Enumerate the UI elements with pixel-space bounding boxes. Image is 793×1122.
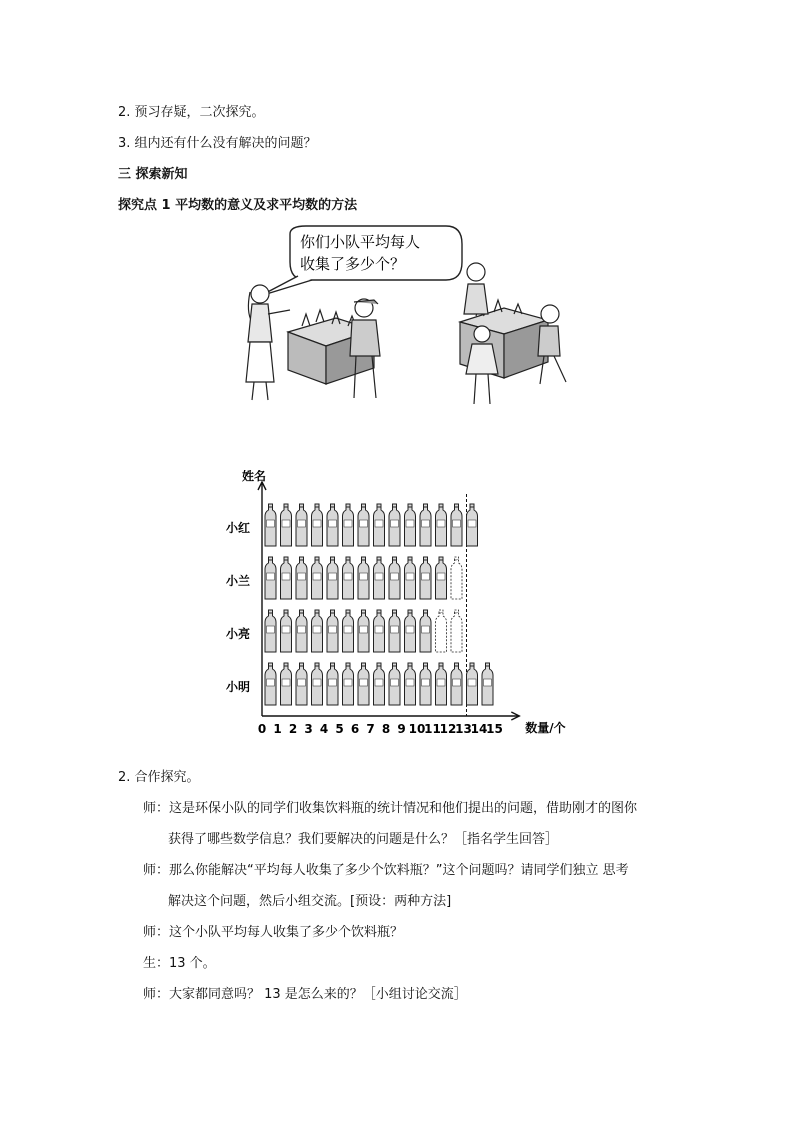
bottle-label-band	[375, 626, 383, 633]
topic-heading: 探究点 1 平均数的意义及求平均数的方法	[118, 198, 358, 213]
bottle-label-band	[406, 679, 414, 686]
missing-bottle-mark	[451, 557, 462, 599]
section-heading: 三 探索新知	[118, 167, 188, 182]
bottle-label-band	[329, 679, 337, 686]
x-tick-label: 3	[304, 722, 313, 736]
bottle-label-band	[360, 679, 368, 686]
bottle-label-band	[453, 679, 461, 686]
bottle-label-band	[313, 626, 321, 633]
bubble-line-1: 你们小队平均每人	[300, 233, 421, 251]
bottle-label-band	[282, 679, 290, 686]
x-tick-label: 1	[273, 722, 282, 736]
bottle-label-band	[437, 573, 445, 580]
bottle-label-band	[391, 520, 399, 527]
bottle-label-band	[344, 626, 352, 633]
bottle-label-band	[453, 520, 461, 527]
row-label: 小兰	[226, 574, 251, 588]
bottle-label-band	[344, 573, 352, 580]
row-label: 小明	[226, 680, 251, 694]
bottle-label-band	[360, 573, 368, 580]
student-answer: 生：13 个。	[143, 956, 216, 971]
x-tick-label: 8	[381, 722, 391, 736]
x-tick-label: 11	[424, 722, 441, 736]
speech-bubble	[260, 226, 462, 296]
bottle-label-band	[406, 626, 414, 633]
bottle-label-band	[329, 573, 337, 580]
boy-figure	[350, 299, 380, 398]
x-tick-label: 0	[257, 722, 267, 736]
bottle-label-band	[267, 679, 275, 686]
x-tick-label: 12	[439, 722, 457, 736]
x-tick-label: 6	[350, 722, 360, 736]
y-axis-label: 姓名	[242, 470, 267, 483]
x-tick-label: 4	[319, 722, 329, 736]
x-tick-label: 5	[335, 722, 344, 736]
teacher-figure	[246, 285, 290, 400]
bottle-label-band	[391, 626, 399, 633]
teacher-line-2: 师：那么你能解决“平均每人收集了多少个饮料瓶？”这个问题吗？请同学们独立 思考	[143, 863, 629, 878]
bottle-label-band	[360, 626, 368, 633]
bottle-label-band	[406, 520, 414, 527]
bottle-label-band	[391, 573, 399, 580]
teacher-line-4: 师：大家都同意吗？ 13 是怎么来的？［小组讨论交流］	[143, 987, 467, 1002]
bottle-label-band	[282, 520, 290, 527]
bottle-label-band	[391, 679, 399, 686]
x-axis-label: 数量/个	[525, 721, 566, 735]
bottle-label-band	[344, 679, 352, 686]
classroom-illustration	[232, 222, 592, 412]
bottle-label-band	[282, 573, 290, 580]
bottle-label-band	[298, 679, 306, 686]
bottle-label-band	[267, 626, 275, 633]
x-tick-label: 14	[470, 722, 488, 736]
bottle-label-band	[313, 520, 321, 527]
bottle-label-band	[375, 520, 383, 527]
x-tick-label: 9	[397, 722, 406, 736]
step-coop-text: 2. 合作探究。	[118, 770, 200, 785]
child-figure	[538, 305, 566, 384]
bottle-label-band	[406, 573, 414, 580]
bottle-label-band	[282, 626, 290, 633]
step-2-text: 2. 预习存疑，二次探究。	[118, 105, 265, 120]
bottle-label-band	[468, 520, 476, 527]
bottle-label-band	[437, 679, 445, 686]
missing-bottle-mark	[451, 610, 462, 652]
teacher-line-1: 师：这是环保小队的同学们收集饮料瓶的统计情况和他们提出的问题，借助刚才的图你	[143, 801, 638, 816]
teacher-line-1b: 获得了哪些数学信息？我们要解决的问题是什么？［指名学生回答］	[168, 832, 559, 847]
bottle-label-band	[375, 573, 383, 580]
bottle-label-band	[313, 573, 321, 580]
bottle-label-band	[313, 679, 321, 686]
x-tick-label: 7	[366, 722, 375, 736]
bottle-label-band	[422, 626, 430, 633]
row-label: 小亮	[226, 627, 251, 641]
bottle-label-band	[267, 520, 275, 527]
bottle-label-band	[468, 679, 476, 686]
bottle-label-band	[298, 573, 306, 580]
teacher-line-2b: 解决这个问题，然后小组交流。[预设：两种方法]	[168, 894, 452, 909]
bottle-label-band	[422, 573, 430, 580]
x-tick-label: 2	[288, 722, 298, 736]
x-tick-label: 15	[486, 722, 503, 736]
bottle-label-band	[422, 520, 430, 527]
bottle-label-band	[484, 679, 492, 686]
bottle-label-band	[298, 520, 306, 527]
x-tick-label: 10	[408, 722, 426, 736]
bottle-label-band	[344, 520, 352, 527]
x-tick-label: 13	[455, 722, 472, 736]
bottle-label-band	[437, 520, 445, 527]
missing-bottle-mark	[436, 610, 447, 652]
bubble-line-2: 收集了多少个？	[300, 255, 406, 273]
bottle-label-band	[329, 520, 337, 527]
row-label: 小红	[226, 521, 251, 535]
teacher-line-3: 师：这个小队平均每人收集了多少个饮料瓶？	[143, 925, 404, 940]
step-3-text: 3. 组内还有什么没有解决的问题？	[118, 136, 317, 151]
bottle-pictograph-chart	[222, 470, 582, 745]
bottle-label-band	[329, 626, 337, 633]
bottle-label-band	[267, 573, 275, 580]
bottle-label-band	[298, 626, 306, 633]
bottle-label-band	[375, 679, 383, 686]
bottle-label-band	[360, 520, 368, 527]
bottle-label-band	[422, 679, 430, 686]
